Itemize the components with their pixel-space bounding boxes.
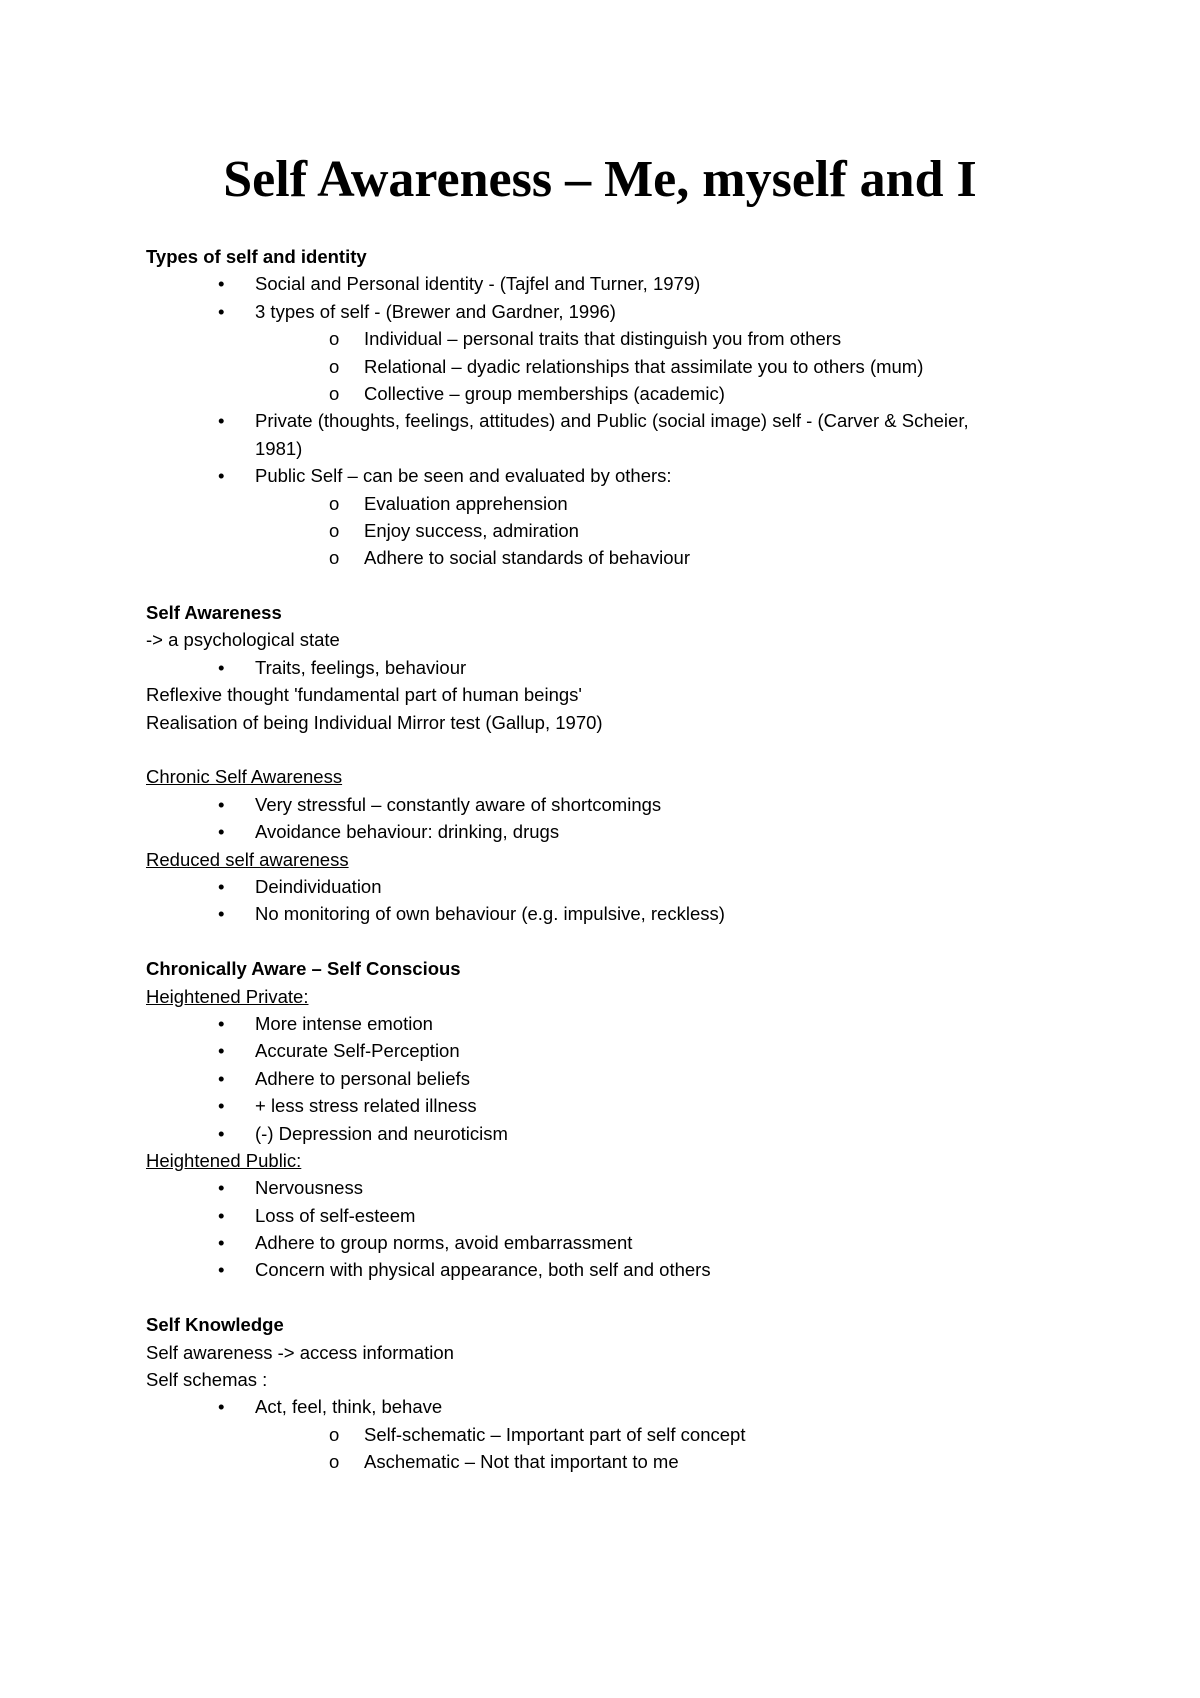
bullet-item [0, 654, 1200, 681]
bullet-item [0, 791, 1200, 818]
line-text: Loss of self-esteem [255, 1204, 416, 1226]
bullet-dot-icon: • [218, 1067, 225, 1089]
blank-line [0, 1284, 1200, 1311]
bullet-circle-icon: o [329, 492, 340, 514]
bullet-dot-icon: • [218, 1012, 225, 1034]
line-text: Chronic Self Awareness [146, 766, 343, 788]
bullet-dot-icon: • [218, 1122, 225, 1144]
text-line [0, 709, 1200, 736]
bullet-item [0, 1174, 1200, 1201]
bullet-item [0, 462, 1200, 489]
line-text: Reflexive thought 'fundamental part of human beings' [146, 684, 582, 706]
bullet-dot-icon: • [218, 903, 225, 925]
sub-bullet-item [0, 325, 1200, 352]
bullet-circle-icon: o [329, 382, 340, 404]
bullet-dot-icon: • [218, 875, 225, 897]
line-text: Types of self and identity [146, 246, 367, 267]
subsection-heading [0, 1147, 1200, 1174]
line-text: Heightened Public: [146, 1149, 302, 1171]
text-line [0, 1339, 1200, 1366]
line-text: Concern with physical appearance, both self and others [255, 1259, 711, 1281]
bullet-dot-icon: • [218, 1204, 225, 1226]
bullet-item [0, 1229, 1200, 1256]
section-heading [0, 599, 1200, 626]
line-text: 1981) [255, 437, 303, 459]
section-heading [0, 955, 1200, 982]
blank-line [0, 928, 1200, 955]
bullet-item [0, 873, 1200, 900]
sub-bullet-item [0, 1448, 1200, 1475]
bullet-circle-icon: o [329, 547, 340, 569]
line-text: Traits, feelings, behaviour [255, 656, 467, 678]
line-text: Reduced self awareness [146, 848, 349, 870]
bullet-item [0, 298, 1200, 325]
bullet-circle-icon: o [329, 1423, 340, 1445]
sub-bullet-item [0, 517, 1200, 544]
bullet-continuation [0, 435, 1200, 462]
bullet-item [0, 1037, 1200, 1064]
text-line [0, 681, 1200, 708]
line-text: Chronically Aware – Self Conscious [146, 958, 461, 980]
line-text: Adhere to social standards of behaviour [364, 547, 691, 569]
bullet-dot-icon: • [218, 300, 225, 322]
line-text: Collective – group memberships (academic) [364, 382, 725, 404]
line-text: Nervousness [255, 1177, 363, 1199]
line-text: No monitoring of own behaviour (e.g. impulsive, reckless) [255, 903, 725, 925]
bullet-dot-icon: • [218, 273, 225, 295]
bullet-dot-icon: • [218, 1095, 225, 1117]
section-heading [0, 1311, 1200, 1338]
bullet-item [0, 1202, 1200, 1229]
line-text: Self Awareness [146, 602, 282, 624]
text-line [0, 626, 1200, 653]
bullet-dot-icon: • [218, 793, 225, 815]
notes-body [0, 243, 1200, 1476]
line-text: Deindividuation [255, 875, 382, 897]
line-text: Individual – personal traits that distinguish you from others [364, 328, 842, 350]
bullet-item [0, 1065, 1200, 1092]
bullet-dot-icon: • [218, 1259, 225, 1281]
line-text: Private (thoughts, feelings, attitudes) and Public (social image) self - (Carver & Scheier, [255, 410, 969, 432]
bullet-circle-icon: o [329, 355, 340, 377]
bullet-dot-icon: • [218, 1396, 225, 1418]
subsection-heading [0, 983, 1200, 1010]
bullet-dot-icon: • [218, 1040, 225, 1062]
line-text: Self Knowledge [146, 1314, 284, 1336]
sub-bullet-item [0, 490, 1200, 517]
line-text: Accurate Self-Perception [255, 1040, 460, 1062]
blank-line [0, 572, 1200, 599]
line-text: + less stress related illness [255, 1095, 477, 1117]
text-line [0, 1366, 1200, 1393]
line-text: Social and Personal identity - (Tajfel and Turner, 1979) [255, 273, 701, 295]
line-text: Adhere to group norms, avoid embarrassment [255, 1232, 633, 1254]
line-text: Self schemas : [146, 1369, 268, 1391]
bullet-item [0, 818, 1200, 845]
bullet-item [0, 407, 1200, 434]
line-text: Relational – dyadic relationships that assimilate you to others (mum) [364, 355, 924, 377]
bullet-dot-icon: • [218, 465, 225, 487]
bullet-dot-icon: • [218, 410, 225, 432]
line-text: Evaluation apprehension [364, 492, 568, 514]
line-text: Avoidance behaviour: drinking, drugs [255, 821, 560, 843]
line-text: Act, feel, think, behave [255, 1396, 443, 1418]
bullet-circle-icon: o [329, 519, 340, 541]
sub-bullet-item [0, 380, 1200, 407]
subsection-heading [0, 763, 1200, 790]
bullet-item [0, 1256, 1200, 1283]
blank-line [0, 736, 1200, 763]
line-text: Enjoy success, admiration [364, 519, 579, 541]
line-text: (-) Depression and neuroticism [255, 1122, 508, 1144]
bullet-item [0, 900, 1200, 927]
bullet-item [0, 270, 1200, 297]
bullet-circle-icon: o [329, 1451, 340, 1473]
bullet-item [0, 1092, 1200, 1119]
line-text: Aschematic – Not that important to me [364, 1451, 679, 1473]
sub-bullet-item [0, 1421, 1200, 1448]
line-text: Self-schematic – Important part of self concept [364, 1423, 746, 1445]
line-text: -> a psychological state [146, 629, 340, 651]
bullet-circle-icon: o [329, 328, 340, 350]
line-text: Self awareness -> access information [146, 1341, 454, 1363]
bullet-dot-icon: • [218, 656, 225, 678]
line-text: Heightened Private: [146, 985, 309, 1007]
line-text: Realisation of being Individual Mirror test (Gallup, 1970) [146, 711, 603, 733]
line-text: Adhere to personal beliefs [255, 1067, 470, 1089]
bullet-dot-icon: • [218, 821, 225, 843]
bullet-item [0, 1120, 1200, 1147]
bullet-dot-icon: • [218, 1232, 225, 1254]
subsection-heading [0, 846, 1200, 873]
line-text: 3 types of self - (Brewer and Gardner, 1996) [255, 300, 616, 322]
bullet-dot-icon: • [218, 1177, 225, 1199]
sub-bullet-item [0, 544, 1200, 571]
sub-bullet-item [0, 353, 1200, 380]
line-text: More intense emotion [255, 1012, 433, 1034]
page-title: Self Awareness – Me, myself and I [223, 151, 977, 208]
bullet-item [0, 1393, 1200, 1420]
line-text: Very stressful – constantly aware of shortcomings [255, 793, 662, 815]
line-text: Public Self – can be seen and evaluated by others: [255, 465, 672, 487]
bullet-item [0, 1010, 1200, 1037]
section-heading [0, 243, 1200, 270]
